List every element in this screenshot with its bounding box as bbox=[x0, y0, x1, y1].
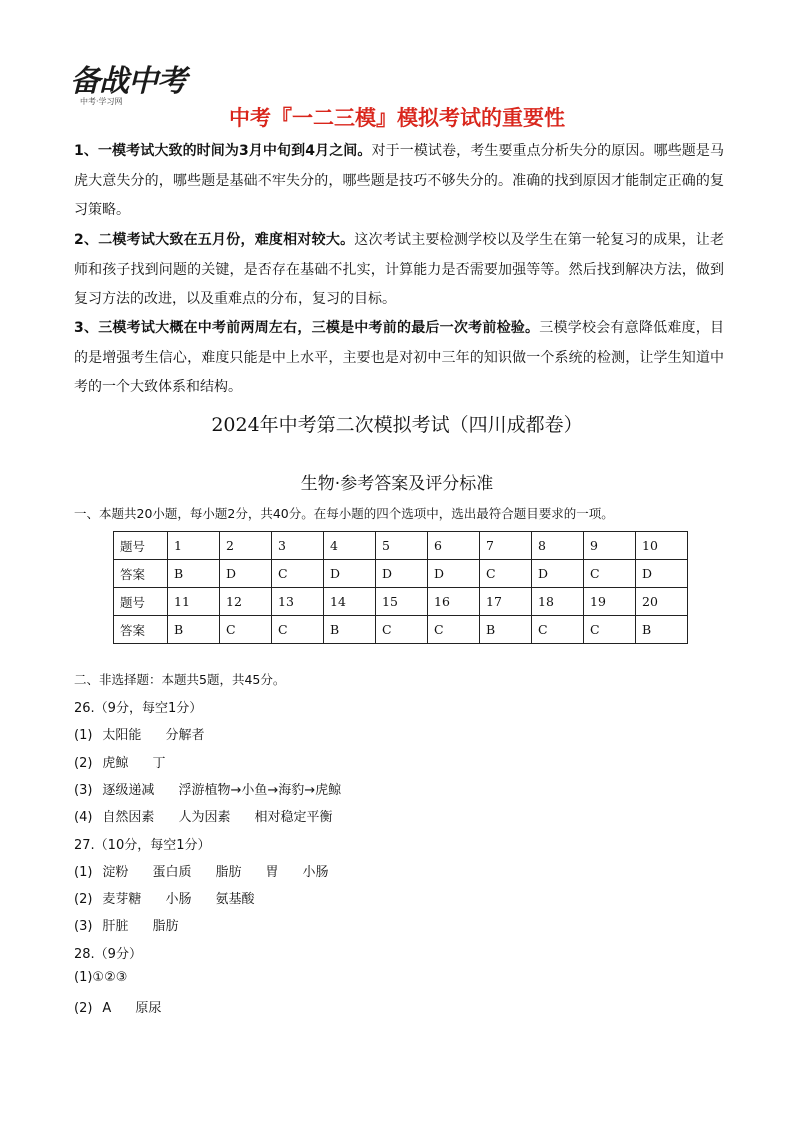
table-cell: B bbox=[168, 560, 220, 588]
section-2-heading: 二、非选择题：本题共5题，共45分。 bbox=[74, 672, 286, 687]
table-cell: C bbox=[584, 616, 636, 644]
answer-value: 虎鲸 bbox=[102, 755, 129, 771]
table-row bbox=[114, 588, 688, 616]
answer-value: 自然因素 bbox=[102, 810, 155, 826]
answer-value: 逐级递减 bbox=[102, 782, 155, 798]
table-cell: C bbox=[272, 616, 324, 644]
answer-label: 27.（10分，每空1分） bbox=[74, 837, 211, 853]
table-row-header: 题号 bbox=[114, 532, 168, 560]
table-row-header: 答案 bbox=[114, 560, 168, 588]
table-cell: D bbox=[428, 560, 480, 588]
table-cell: 16 bbox=[428, 588, 480, 616]
answer-value: 脂肪 bbox=[152, 919, 179, 935]
table-cell: B bbox=[480, 616, 532, 644]
table-cell: C bbox=[428, 616, 480, 644]
table-cell: 8 bbox=[532, 532, 584, 560]
table-cell: 7 bbox=[480, 532, 532, 560]
table-row bbox=[114, 532, 688, 560]
section-1-heading: 一、本题共20小题，每小题2分，共40分。在每小题的四个选项中，选出最符合题目要求的一项。 bbox=[74, 506, 614, 521]
table-cell: D bbox=[220, 560, 272, 588]
paragraph-1 bbox=[74, 137, 724, 226]
table-cell: C bbox=[480, 560, 532, 588]
exam-title: 2024年中考第二次模拟考试（四川成都卷） bbox=[211, 414, 583, 436]
paragraph-2-bold: 2、二模考试大致在五月份，难度相对较大。 bbox=[74, 232, 355, 248]
answer-value: 浮游植物→小鱼→海豹→虎鲸 bbox=[178, 782, 342, 798]
table-cell: 11 bbox=[168, 588, 220, 616]
answer-line bbox=[74, 779, 365, 798]
answer-line bbox=[74, 834, 211, 853]
paragraph-1-text: 对于一模试卷，考生要重点分析失分的原因。哪些题是马虎大意失分的，哪些题是基础不牢失分的，哪些题是技巧不够失分的。准确的找到原因才能制定正确的复习策略。 bbox=[74, 143, 725, 218]
table-cell: B bbox=[636, 616, 688, 644]
table-cell: C bbox=[584, 560, 636, 588]
answer-label: (1) bbox=[74, 728, 93, 744]
answer-line bbox=[74, 724, 228, 743]
logo-title: 备战中考 bbox=[70, 64, 186, 99]
table-cell: B bbox=[324, 616, 376, 644]
answer-line bbox=[74, 997, 185, 1016]
paragraph-3-text: 三模学校会有意降低难度，目的是增强考生信心，难度只能是中上水平，主要也是对初中三年的知识做一个系统的检测，让学生知道中考的一个大致体系和结构。 bbox=[74, 320, 724, 395]
table-cell: 12 bbox=[220, 588, 272, 616]
answer-line bbox=[74, 861, 353, 880]
table-cell: D bbox=[324, 560, 376, 588]
answer-line bbox=[74, 697, 202, 716]
table-cell: 13 bbox=[272, 588, 324, 616]
answer-label: 28.（9分） bbox=[74, 946, 142, 962]
answer-value: 淀粉 bbox=[102, 864, 129, 880]
table-cell: 18 bbox=[532, 588, 584, 616]
table-cell: C bbox=[376, 616, 428, 644]
table-cell: 17 bbox=[480, 588, 532, 616]
table-cell: 15 bbox=[376, 588, 428, 616]
answer-label: (3) bbox=[74, 919, 93, 935]
answer-value: 人为因素 bbox=[178, 810, 231, 826]
answer-label: (2) bbox=[74, 755, 93, 771]
table-cell: C bbox=[272, 560, 324, 588]
answer-value: 胃 bbox=[265, 864, 279, 880]
table-cell: 4 bbox=[324, 532, 376, 560]
answer-line bbox=[74, 970, 127, 985]
table-cell: 1 bbox=[168, 532, 220, 560]
table-cell: 20 bbox=[636, 588, 688, 616]
answer-value: 麦芽糖 bbox=[102, 892, 142, 908]
logo-subtitle: 中考·学习网 bbox=[80, 97, 123, 106]
answer-line bbox=[74, 752, 189, 771]
table-row-header: 题号 bbox=[114, 588, 168, 616]
answer-table bbox=[113, 531, 688, 644]
answer-value: 蛋白质 bbox=[152, 864, 192, 880]
table-cell: 19 bbox=[584, 588, 636, 616]
table-row bbox=[114, 560, 688, 588]
answer-value: 丁 bbox=[152, 755, 166, 771]
answer-label: (3) bbox=[74, 782, 93, 798]
answer-value: A bbox=[102, 1001, 112, 1017]
table-row-header: 答案 bbox=[114, 616, 168, 644]
table-cell: 14 bbox=[324, 588, 376, 616]
table-cell: D bbox=[532, 560, 584, 588]
table-cell: D bbox=[376, 560, 428, 588]
table-cell: C bbox=[220, 616, 272, 644]
answer-value: 小肠 bbox=[165, 892, 192, 908]
table-cell: 3 bbox=[272, 532, 324, 560]
table-cell: B bbox=[168, 616, 220, 644]
table-cell: D bbox=[636, 560, 688, 588]
table-cell: 10 bbox=[636, 532, 688, 560]
paragraph-2-text: 这次考试主要检测学校以及学生在第一轮复习的成果，让老师和孩子找到问题的关键，是否存在基础不扎实，计算能力是否需要加强等等。然后找到解决方法，做到复习方法的改进，以及重难点的分布，复习的目标。 bbox=[74, 232, 724, 307]
paragraph-3 bbox=[74, 314, 724, 403]
answer-label: (2) bbox=[74, 1001, 93, 1017]
answer-label: (1)①②③ bbox=[74, 970, 128, 985]
answer-line bbox=[74, 943, 142, 962]
answer-label: (1) bbox=[74, 864, 93, 880]
table-row bbox=[114, 616, 688, 644]
table-cell: 2 bbox=[220, 532, 272, 560]
answer-value: 肝脏 bbox=[102, 919, 129, 935]
table-cell: 9 bbox=[584, 532, 636, 560]
answer-label: (4) bbox=[74, 810, 93, 826]
sub-title: 生物·参考答案及评分标准 bbox=[300, 474, 494, 494]
headline: 中考『一二三模』模拟考试的重要性 bbox=[229, 106, 565, 130]
answer-value: 原尿 bbox=[135, 1001, 162, 1017]
paragraph-1-bold: 1、一模考试大致的时间为3月中旬到4月之间。 bbox=[74, 143, 372, 159]
table-cell: 5 bbox=[376, 532, 428, 560]
answer-value: 相对稳定平衡 bbox=[254, 810, 333, 826]
answer-value: 氨基酸 bbox=[215, 892, 255, 908]
answer-label: (2) bbox=[74, 892, 93, 908]
answer-line bbox=[74, 888, 278, 907]
answer-value: 脂肪 bbox=[215, 864, 242, 880]
answer-value: 太阳能 bbox=[102, 728, 142, 744]
paragraph-2 bbox=[74, 226, 724, 315]
answer-line bbox=[74, 806, 356, 825]
answer-line bbox=[74, 915, 202, 934]
table-cell: 6 bbox=[428, 532, 480, 560]
answer-value: 小肠 bbox=[302, 864, 329, 880]
paragraph-3-bold: 3、三模考试大概在中考前两周左右，三模是中考前的最后一次考前检验。 bbox=[74, 320, 540, 336]
answer-label: 26.（9分，每空1分） bbox=[74, 701, 203, 716]
table-cell: C bbox=[532, 616, 584, 644]
answer-value: 分解者 bbox=[165, 728, 205, 744]
